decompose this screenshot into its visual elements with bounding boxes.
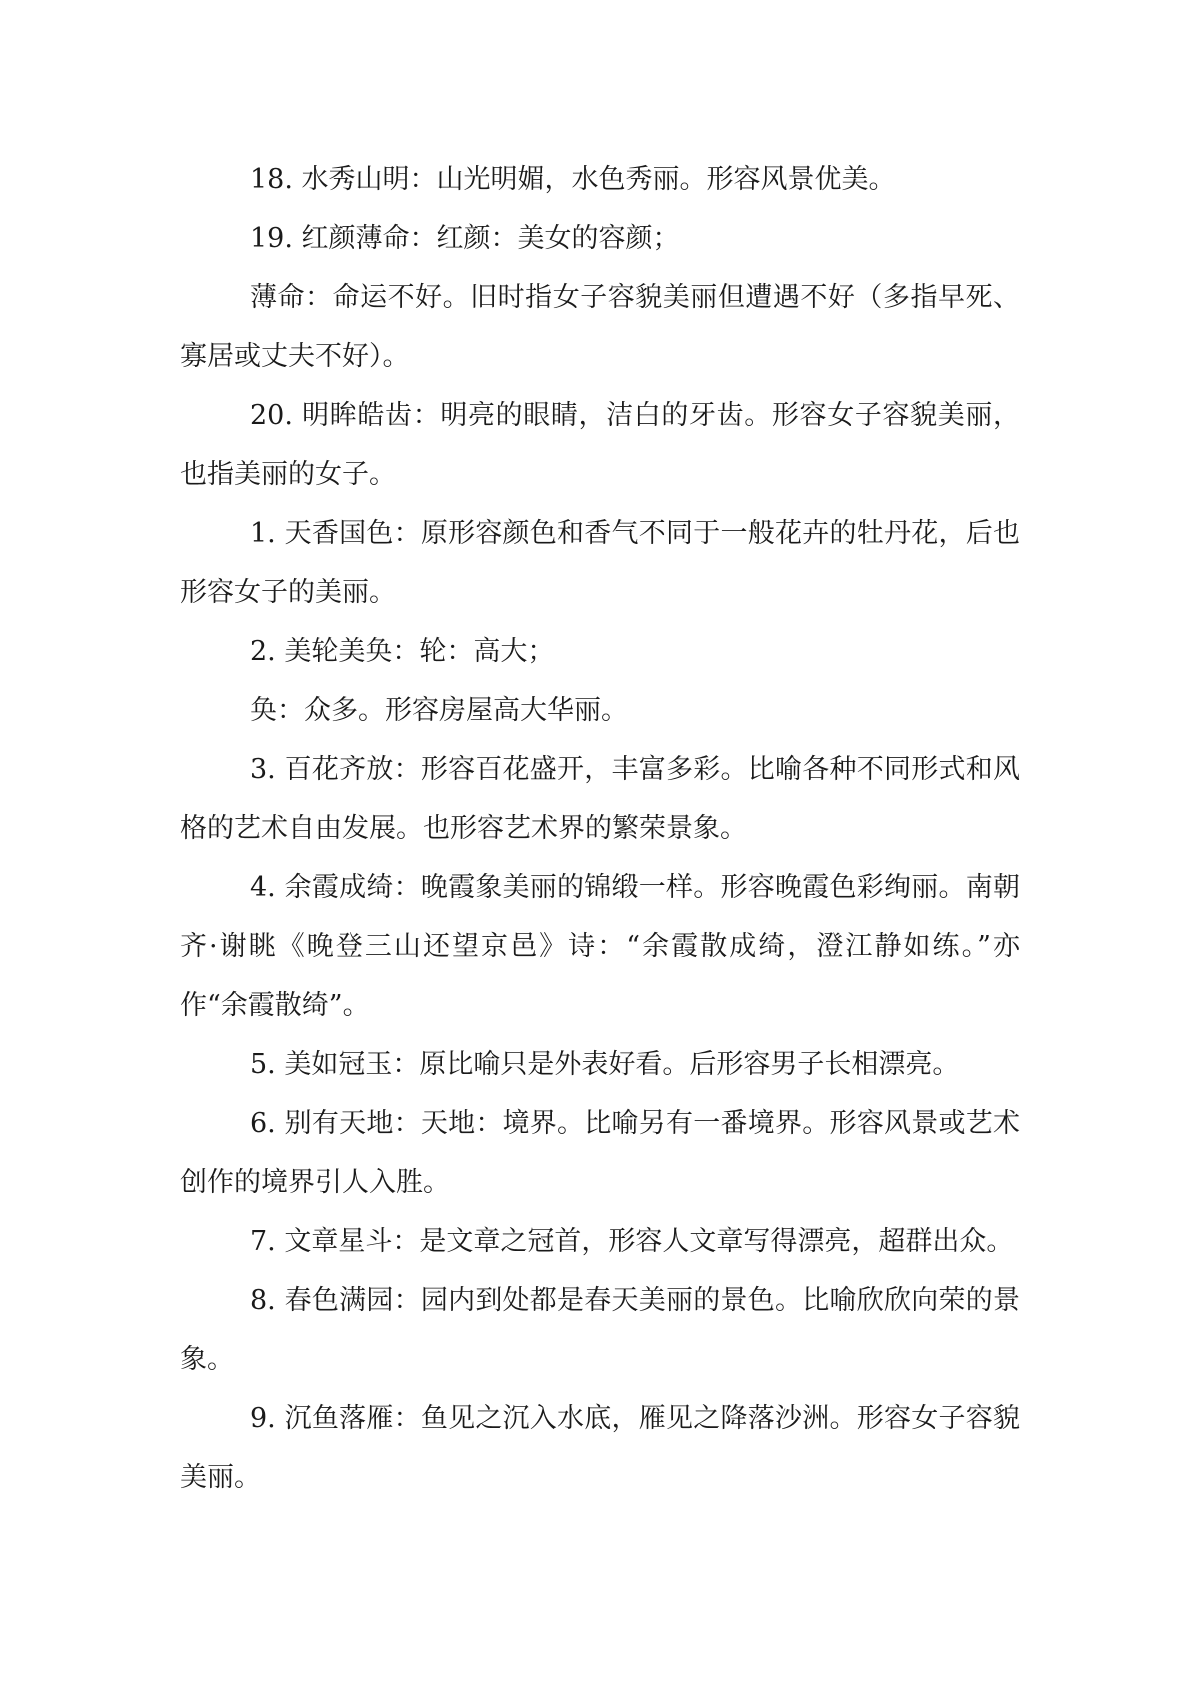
paragraph-idiom-1: 1. 天香国色：原形容颜色和香气不同于一般花卉的牡丹花，后也形容女子的美丽。 <box>180 518 1020 608</box>
paragraph-idiom-19: 19. 红颜薄命：红颜：美女的容颜； <box>250 223 680 254</box>
paragraph-idiom-20: 20. 明眸皓齿：明亮的眼睛，洁白的牙齿。形容女子容貌美丽，也指美丽的女子。 <box>180 400 1020 490</box>
paragraph-idiom-6: 6. 别有天地：天地：境界。比喻另有一番境界。形容风景或艺术创作的境界引人入胜。 <box>180 1108 1020 1198</box>
paragraph-idiom-5: 5. 美如冠玉：原比喻只是外表好看。后形容男子长相漂亮。 <box>250 1049 960 1080</box>
document-body <box>180 150 1020 1507</box>
paragraph-idiom-3: 3. 百花齐放：形容百花盛开，丰富多彩。比喻各种不同形式和风格的艺术自由发展。也形容艺术界的繁荣景象。 <box>180 754 1020 844</box>
paragraph-idiom-7: 7. 文章星斗：是文章之冠首，形容人文章写得漂亮，超群出众。 <box>250 1226 1014 1257</box>
paragraph-idiom-18: 18. 水秀山明：山光明媚，水色秀丽。形容风景优美。 <box>250 164 896 195</box>
paragraph-idiom-9: 9. 沉鱼落雁：鱼见之沉入水底，雁见之降落沙洲。形容女子容貌美丽。 <box>180 1403 1020 1493</box>
paragraph-idiom-4: 4. 余霞成绮：晚霞象美丽的锦缎一样。形容晚霞色彩绚丽。南朝齐·谢眺《晚登三山还望京邑》诗：“余霞散成绮，澄江静如练。”亦作“余霞散绮”。 <box>180 872 1020 1021</box>
paragraph-idiom-8: 8. 春色满园：园内到处都是春天美丽的景色。比喻欣欣向荣的景象。 <box>180 1285 1020 1375</box>
paragraph-idiom-2-continued: 奂：众多。形容房屋高大华丽。 <box>250 695 628 726</box>
paragraph-idiom-2: 2. 美轮美奂：轮：高大； <box>250 636 555 667</box>
paragraph-idiom-19-continued: 薄命：命运不好。旧时指女子容貌美丽但遭遇不好（多指早死、寡居或丈夫不好）。 <box>180 282 1020 372</box>
